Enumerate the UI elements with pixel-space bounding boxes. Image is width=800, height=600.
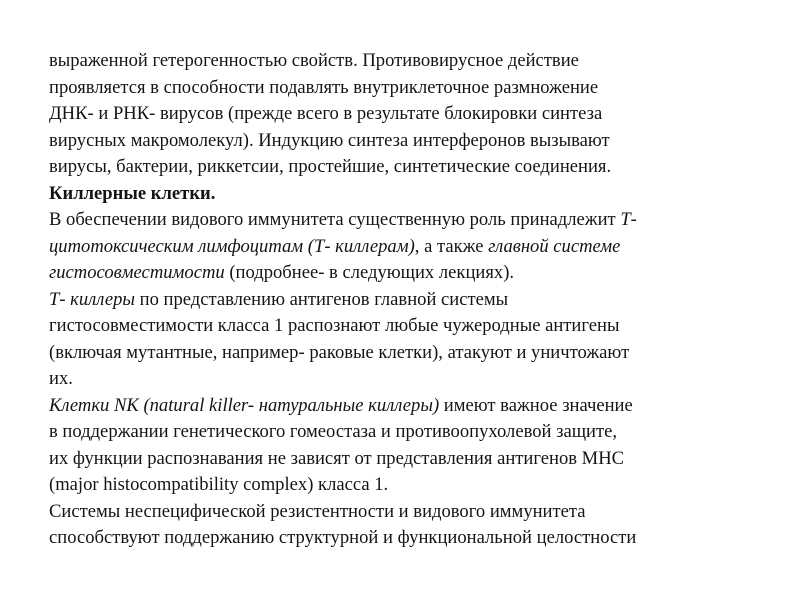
body-text bbox=[49, 48, 779, 552]
text-run: их функции распознавания не зависят от представления антигенов МНС bbox=[49, 447, 625, 469]
text-line bbox=[49, 446, 779, 473]
text-run: по представлению антигенов главной системы bbox=[135, 288, 509, 310]
text-run: Системы неспецифической резистентности и видового иммунитета bbox=[49, 500, 586, 522]
text-run: гистосовместимости класса 1 распознают любые чужеродные антигены bbox=[49, 315, 620, 336]
text-run: (major histocompatibility complex) класса 1. bbox=[49, 474, 389, 495]
text-line bbox=[49, 287, 779, 314]
text-run: , а также bbox=[414, 235, 489, 257]
italic-term: Т- bbox=[620, 209, 637, 230]
text-line bbox=[49, 207, 779, 234]
text-line bbox=[49, 366, 779, 393]
text-line bbox=[49, 48, 779, 75]
text-run: проявляется в способности подавлять внутриклеточное размножение bbox=[49, 76, 599, 98]
text-run: имеют важное значение bbox=[439, 394, 633, 416]
text-run: вирусных макромолекул). Индукцию синтеза интерферонов вызывают bbox=[49, 129, 610, 151]
text-line bbox=[49, 393, 779, 420]
text-run: в поддержании генетического гомеостаза и противоопухолевой защите, bbox=[49, 421, 618, 442]
text-run: (подробнее- в следующих лекциях). bbox=[224, 262, 515, 283]
text-run: вирусы, бактерии, риккетсии, простейшие, синтетические соединения. bbox=[49, 156, 612, 177]
text-run: способствуют поддержанию структурной и функциональной целостности bbox=[49, 527, 637, 548]
text-run: выраженной гетерогенностью свойств. Противовирусное действие bbox=[49, 50, 579, 71]
text-line bbox=[49, 472, 779, 499]
text-line bbox=[49, 154, 779, 181]
text-line bbox=[49, 499, 779, 526]
text-run: В обеспечении видового иммунитета существенную роль принадлежит bbox=[49, 209, 621, 230]
text-line bbox=[49, 260, 779, 287]
text-line bbox=[49, 101, 779, 128]
section-heading: Киллерные клетки. bbox=[49, 182, 216, 204]
text-line bbox=[49, 234, 779, 261]
italic-term: гистосовместимости bbox=[49, 262, 225, 283]
text-line bbox=[49, 525, 779, 552]
text-line bbox=[49, 419, 779, 446]
text-line bbox=[49, 340, 779, 367]
text-run: ДНК- и РНК- вирусов (прежде всего в результате блокировки синтеза bbox=[49, 103, 603, 124]
italic-term: Т- киллеры bbox=[49, 288, 135, 310]
text-line bbox=[49, 128, 779, 155]
text-line bbox=[49, 75, 779, 102]
italic-term: Клетки NK (natural killer- натуральные киллеры) bbox=[49, 394, 440, 416]
text-run: (включая мутантные, например- раковые клетки), атакуют и уничтожают bbox=[49, 341, 630, 363]
text-line bbox=[49, 313, 779, 340]
text-line bbox=[49, 181, 779, 208]
italic-term: главной системе bbox=[488, 235, 621, 257]
italic-term: цитотоксическим лимфоцитам (Т- киллерам) bbox=[49, 235, 415, 257]
text-run: их. bbox=[49, 368, 73, 389]
